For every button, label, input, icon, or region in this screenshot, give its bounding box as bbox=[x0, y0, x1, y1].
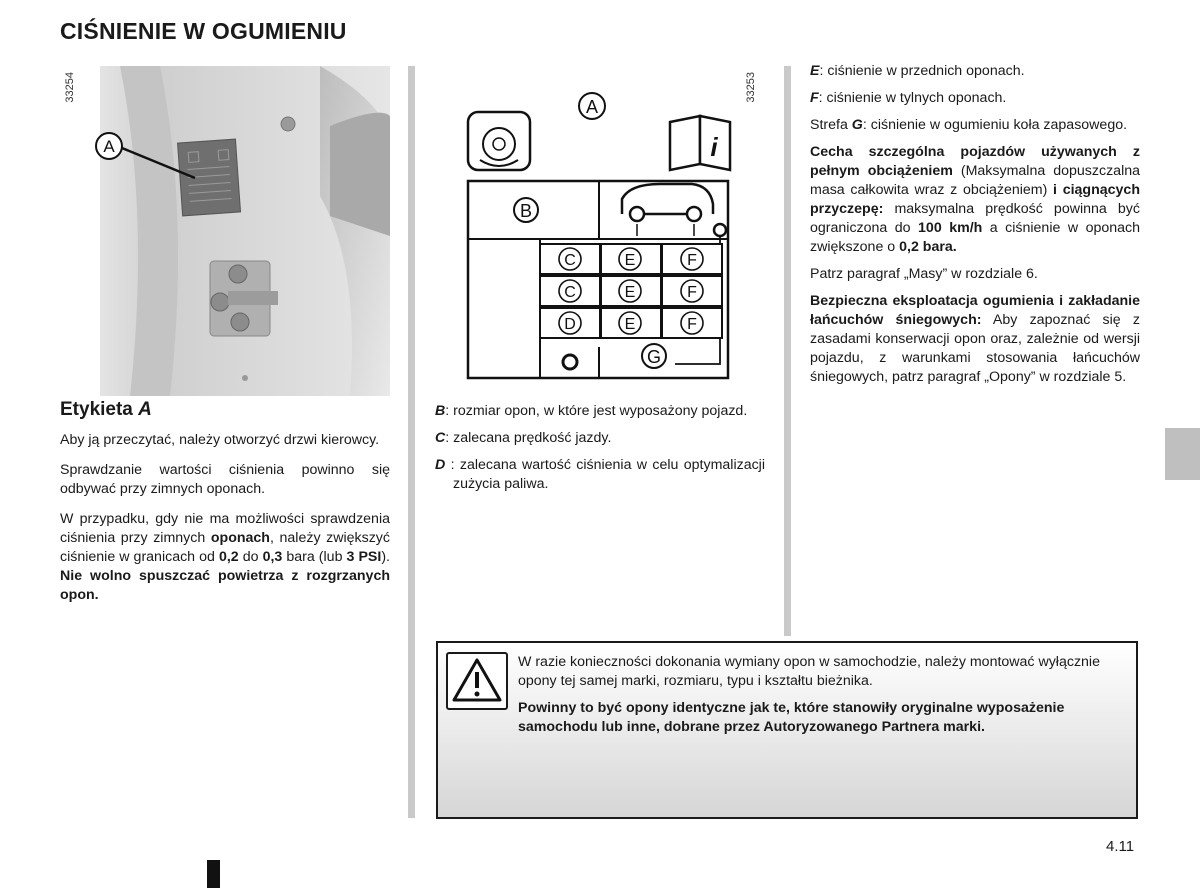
paragraph: W przypadku, gdy nie ma możliwości sprawdzenia ciśnienia przy zimnych oponach, należy zwiększyć ciśnienie w granicach od 0,2 do 0,3 bara (lub 3 PSI). Nie wolno spuszczać powietrza z rozgrzanych opon. bbox=[60, 511, 390, 603]
paragraph: Bezpieczna eksploatacja ogumienia i zakładanie łańcuchów śniegowych: Aby zapoznać się z zasadami konserwacji opon oraz, zależnie od wersji pojazdu, z warunkami stosowania łańcuchów śniegowych, patrz paragraf „Opony” w rozdziale 5. bbox=[810, 293, 1140, 385]
photo-callout-a: A bbox=[103, 137, 115, 156]
label-section bbox=[60, 400, 390, 616]
section-heading: Etykieta A bbox=[60, 399, 152, 420]
legend-item-e: E: ciśnienie w przednich oponach. bbox=[810, 63, 1025, 79]
warning-paragraph: W razie konieczności dokonania wymiany opon w samochodzie, należy montować wyłącznie opony tej samej marki, rozmiaru, typu i kształtu bieżnika. bbox=[518, 654, 1100, 689]
cell-r3-c3: F bbox=[687, 316, 697, 333]
photo-ref-number: 33254 bbox=[64, 72, 76, 103]
cell-r2-c3: F bbox=[687, 284, 697, 301]
manual-info-icon bbox=[670, 116, 730, 170]
cell-r3-c1: D bbox=[564, 316, 576, 333]
pressure-section bbox=[810, 62, 1140, 395]
paragraph: Patrz paragraf „Masy” w rozdziale 6. bbox=[810, 266, 1038, 282]
door-photo bbox=[60, 66, 390, 396]
paragraph: Aby ją przeczytać, należy otworzyć drzwi kierowcy. bbox=[60, 432, 380, 448]
legend-item-c: C: zalecana prędkość jazdy. bbox=[435, 430, 612, 446]
page-edge-mark bbox=[207, 860, 220, 888]
chapter-tab bbox=[1165, 428, 1200, 480]
tire-label-diagram bbox=[430, 64, 750, 394]
legend-item-f: F: ciśnienie w tylnych oponach. bbox=[810, 90, 1007, 106]
warning-icon bbox=[446, 652, 508, 710]
warning-text bbox=[518, 653, 1128, 745]
manual-icon-letter: i bbox=[710, 132, 718, 162]
cell-r1-c3: F bbox=[687, 252, 697, 269]
page-title: CIŚNIENIE W OGUMIENIU bbox=[60, 18, 347, 44]
column-separator-left bbox=[408, 66, 415, 818]
spare-wheel-icon bbox=[563, 355, 577, 369]
tire-pressure-icon bbox=[468, 112, 530, 170]
cell-r3-c2: E bbox=[624, 316, 636, 333]
warning-paragraph-bold: Powinny to być opony identyczne jak te, które stanowiły oryginalne wyposażenie samochodu lub inne, dobrane przez Autoryzowanego Partnera marki. bbox=[518, 700, 1065, 735]
cell-r1-c1: C bbox=[564, 252, 576, 269]
diagram-label-b: B bbox=[519, 201, 533, 221]
legend-item-g: Strefa G: ciśnienie w ogumieniu koła zapasowego. bbox=[810, 117, 1128, 133]
legend-section bbox=[435, 402, 765, 502]
cell-r2-c2: E bbox=[624, 284, 636, 301]
column-separator-right bbox=[784, 66, 791, 636]
cell-r1-c2: E bbox=[624, 252, 636, 269]
paragraph: Cecha szczególna pojazdów używanych z pełnym obciążeniem (Maksymalna dopuszczalna masa całkowita wraz z obciążeniem) i ciągnących przyczepę: maksymalna prędkość powinna być ograniczona do 100 km/h a ciśnienie w oponach zwiększone o 0,2 bara. bbox=[810, 144, 1140, 255]
diagram-ref-number: 33253 bbox=[745, 72, 757, 103]
paragraph: Sprawdzanie wartości ciśnienia powinno się odbywać przy zimnych oponach. bbox=[60, 462, 390, 497]
legend-item-b: B: rozmiar opon, w które jest wyposażony pojazd. bbox=[435, 403, 748, 419]
cell-r2-c1: C bbox=[564, 284, 576, 301]
diagram-label-g: G bbox=[646, 347, 662, 367]
page-number: 4.11 bbox=[1106, 838, 1135, 855]
diagram-callout-a-label: A bbox=[585, 97, 599, 117]
door-pillar-illustration bbox=[60, 66, 390, 396]
legend-item-d: D : zalecana wartość ciśnienia w celu optymalizacji zużycia paliwa. bbox=[435, 457, 765, 492]
